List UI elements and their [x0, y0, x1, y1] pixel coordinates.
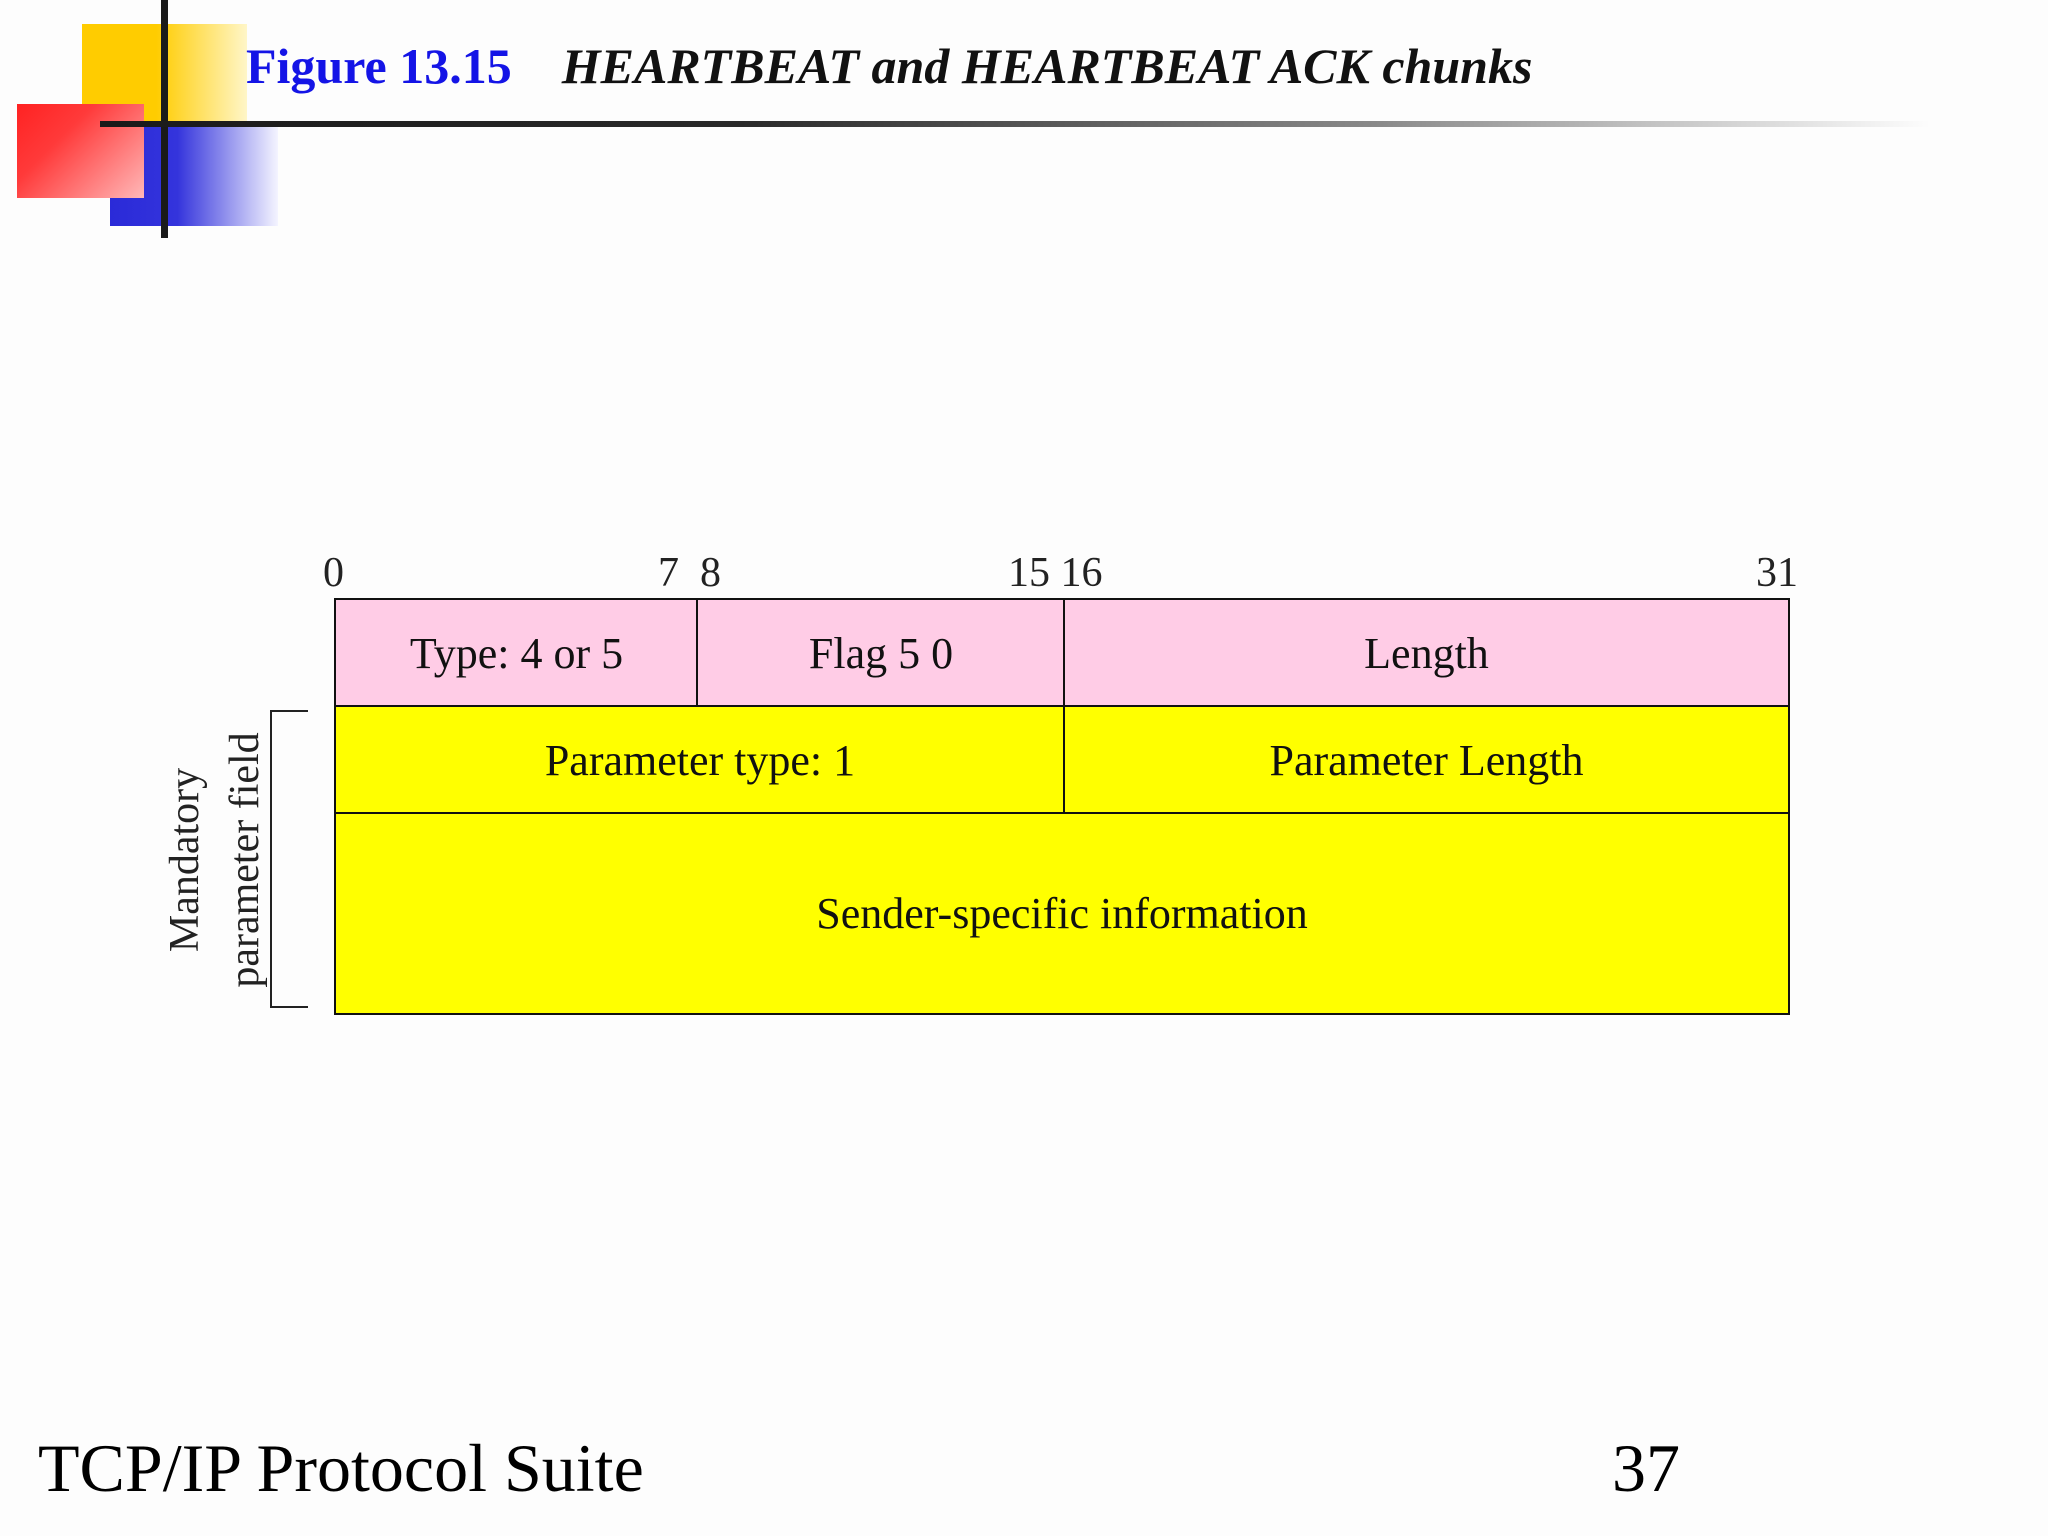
bit-marker-31: 31 [1756, 550, 1798, 596]
parameter-length-field [1063, 705, 1790, 815]
mandatory-parameter-field-label [155, 732, 275, 987]
decorative-red-square [17, 104, 144, 198]
figure-number: Figure 13.15 [246, 38, 512, 94]
bit-marker-0: 0 [323, 550, 344, 596]
bit-marker-7-8: 7 8 [658, 550, 721, 596]
slide-title [246, 30, 1532, 102]
length-field-label: Length [1364, 628, 1489, 678]
title-underline [100, 121, 1930, 127]
sender-specific-information-label: Sender-specific information [816, 889, 1308, 938]
figure-caption: HEARTBEAT and HEARTBEAT ACK chunks [561, 38, 1533, 94]
footer-book-title: TCP/IP Protocol Suite [38, 1430, 644, 1506]
sender-specific-information-field [334, 812, 1790, 1015]
parameter-length-label: Parameter Length [1269, 735, 1584, 785]
page-number: 37 [1612, 1430, 1680, 1506]
side-label-line2: parameter field [222, 732, 268, 988]
side-label-line1: Mandatory [162, 767, 208, 953]
length-field [1063, 598, 1790, 708]
flag-field-label: Flag 5 0 [808, 628, 954, 678]
bit-marker-15-16: 15 16 [1008, 550, 1103, 596]
parameter-type-label: Parameter type: 1 [544, 735, 856, 785]
mandatory-parameter-bracket [270, 710, 308, 1008]
decorative-vertical-line [161, 0, 168, 238]
type-field-label: Type: 4 or 5 [409, 628, 624, 678]
type-field [334, 598, 699, 708]
parameter-type-field [334, 705, 1066, 815]
flag-field [696, 598, 1066, 708]
